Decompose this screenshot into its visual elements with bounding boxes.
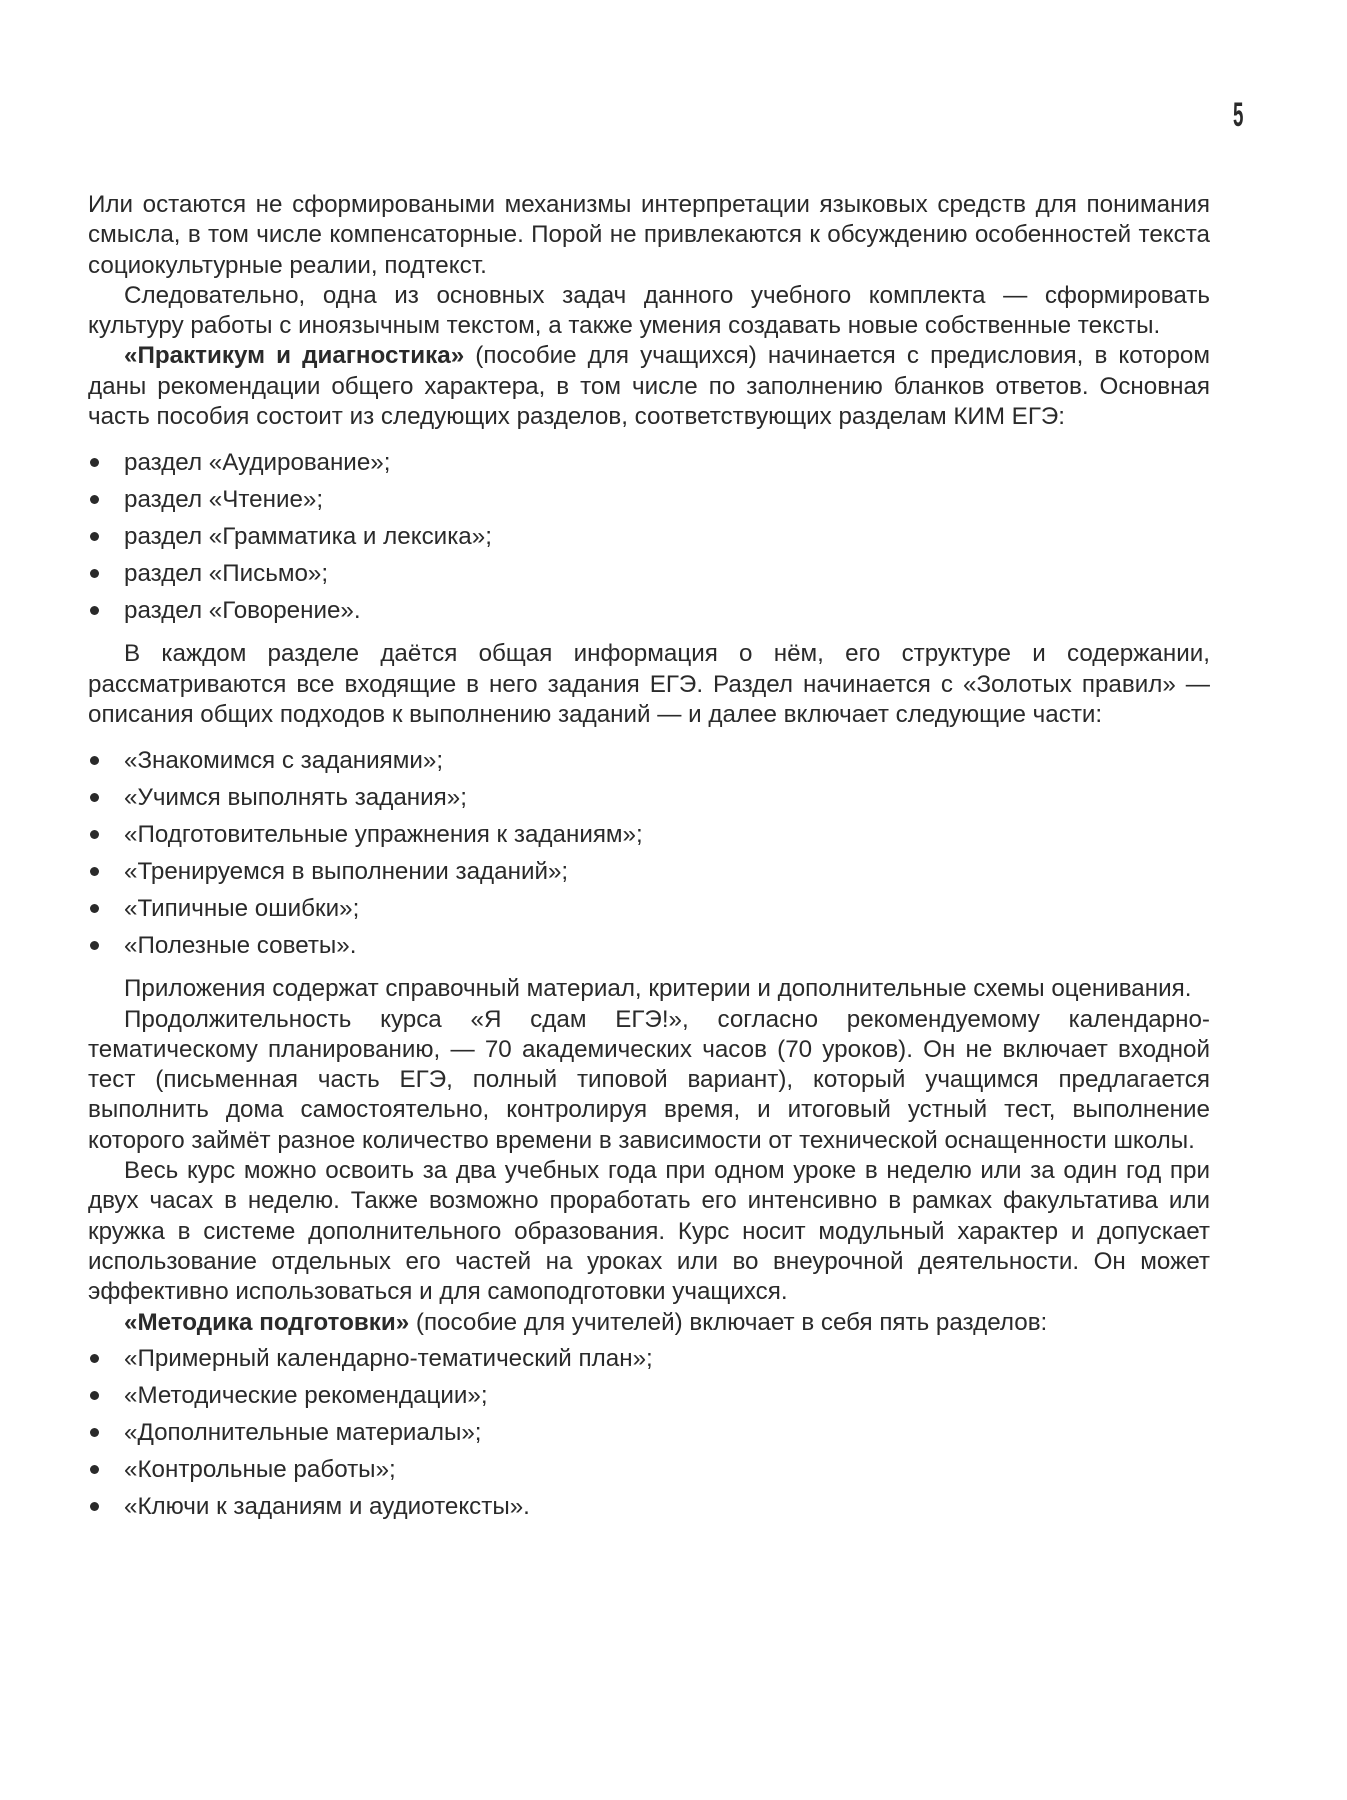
paragraph: В каждом разделе даётся общая информация о нём, его структуре и содержании, рассматриваются все входящие в него задания ЕГЭ. Раздел начинается с «Золотых правил» — описания общих подходов к выполнению заданий — и далее включает следующие части: [88,640,1210,728]
list-item [88,742,1210,779]
bullet-icon [90,941,99,950]
list-item-text: раздел «Письмо»; [124,560,329,588]
list-item-text: «Дополнительные материалы»; [124,1418,482,1446]
list-item-text: раздел «Грамматика и лексика»; [124,523,492,551]
list-item-text: «Подготовительные упражнения к заданиям»; [124,821,643,849]
bullet-icon [90,756,99,765]
bullet-icon [90,1465,99,1474]
bullet-icon [90,606,99,615]
list-item [88,816,1210,853]
list-item-text: «Типичные ошибки»; [124,895,360,923]
paragraph: Или остаются не сформироваными механизмы интерпретации языковых средств для понимания смысла, в том числе компенсаторные. Порой не привлекаются к обсуждению особенностей текста социокультурные реалии, подтекст. [88,191,1210,279]
list-item-text: «Примерный календарно-тематический план»; [124,1344,653,1372]
list-item-text: раздел «Аудирование»; [124,449,391,477]
paragraph: Весь курс можно освоить за два учебных года при одном уроке в неделю или за один год при двух часах в неделю. Также возможно проработать его интенсивно в рамках факультатива или кружка в системе дополнительного образования. Курс носит модульный характер и допускает использование отдельных его частей на уроках или во внеурочной деятельности. Он может эффективно использоваться и для самоподготовки учащихся. [88,1157,1210,1306]
bullet-icon [90,830,99,839]
bold-title: «Методика подготовки» [124,1308,410,1336]
list-item [88,927,1210,964]
list-item [88,1377,1210,1414]
list-item [88,1414,1210,1451]
list-item [88,592,1210,629]
parts-list [88,742,1210,964]
list-item [88,1488,1210,1525]
bullet-icon [90,904,99,913]
list-item-text: «Тренируемся в выполнении заданий»; [124,858,569,886]
bullet-icon [90,1354,99,1363]
paragraph: Продолжительность курса «Я сдам ЕГЭ!», согласно рекомендуемому календарно-тематическому планированию, — 70 академических часов (70 уроков). Он не включает входной тест (письменная часть ЕГЭ, полный типовой вариант), который учащимся предлагается выполнить дома самостоятельно, контролируя время, и итоговый устный тест, выполнение которого займёт разное количество времени в зависимости от технической оснащенности школы. [88,1005,1210,1154]
paragraph [88,1308,1210,1338]
page-number: 5 [1233,96,1244,134]
list-item [88,1451,1210,1488]
bullet-icon [90,569,99,578]
bullet-icon [90,793,99,802]
teacher-sections-list [88,1340,1210,1525]
bullet-icon [90,532,99,541]
bullet-icon [90,1428,99,1437]
list-item [88,444,1210,481]
page-body [88,190,1210,1525]
list-item [88,518,1210,555]
paragraph: Приложения содержат справочный материал, критерии и дополнительные схемы оценивания. [124,975,1192,1003]
sections-list [88,444,1210,629]
list-item [88,481,1210,518]
bullet-icon [90,495,99,504]
list-item [88,890,1210,927]
paragraph [88,341,1210,432]
list-item-text: раздел «Говорение». [124,597,361,625]
list-item-text: «Знакомимся с заданиями»; [124,747,444,775]
list-item-text: «Учимся выполнять задания»; [124,784,467,812]
bold-title: «Практикум и диагностика» [124,342,465,370]
list-item [88,779,1210,816]
paragraph-text: (пособие для учителей) включает в себя пять разделов: [409,1308,1048,1336]
list-item-text: «Контрольные работы»; [124,1455,396,1483]
list-item-text: раздел «Чтение»; [124,486,324,514]
bullet-icon [90,1502,99,1511]
list-item-text: «Методические рекомендации»; [124,1381,488,1409]
list-item [88,1340,1210,1377]
paragraph-text: (пособие для учащихся) начинается с предисловия, в котором даны рекомендации общего характера, в том числе по заполнению бланков ответов. Основная часть пособия состоит из следующих разделов, соответствующих разделам КИМ ЕГЭ: [88,342,1210,431]
bullet-icon [90,1391,99,1400]
list-item [88,853,1210,890]
bullet-icon [90,458,99,467]
list-item-text: «Ключи к заданиям и аудиотексты». [124,1492,530,1520]
paragraph: Следовательно, одна из основных задач данного учебного комплекта — сформировать культуру работы с иноязычным текстом, а также умения создавать новые собственные тексты. [88,281,1210,340]
list-item [88,555,1210,592]
list-item-text: «Полезные советы». [124,932,357,960]
bullet-icon [90,867,99,876]
